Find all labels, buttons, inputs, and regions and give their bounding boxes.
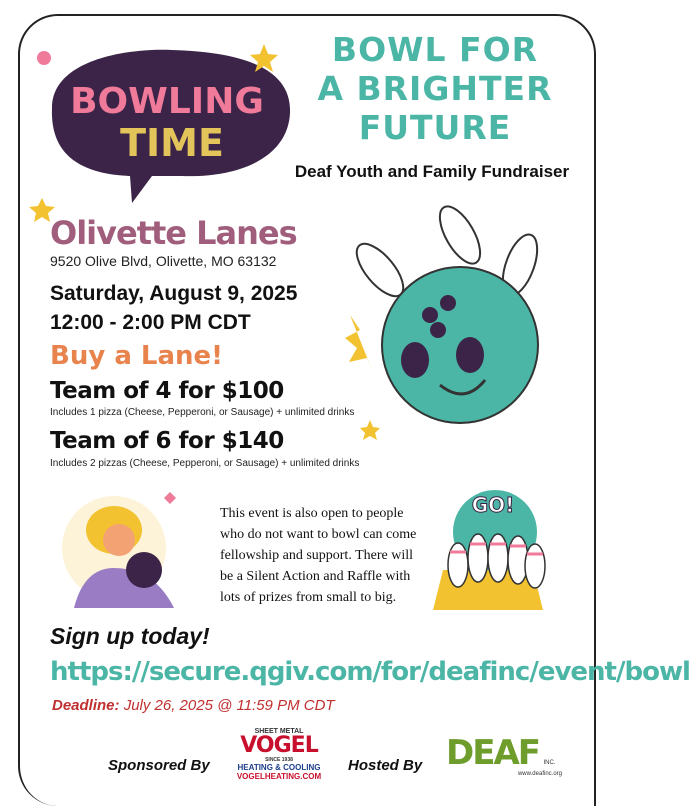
package-note: Includes 2 pizzas (Cheese, Pepperoni, or Sausage) + unlimited drinks [50, 458, 360, 469]
event-time: 12:00 - 2:00 PM CDT [50, 311, 251, 334]
signup-link[interactable]: https://secure.qgiv.com/for/deafinc/event/bowl [50, 657, 690, 687]
package-title: Team of 4 for $100 [50, 378, 284, 404]
buy-lane-heading: Buy a Lane! [50, 341, 224, 371]
package-title: Team of 6 for $140 [50, 428, 284, 454]
event-date: Saturday, August 9, 2025 [50, 282, 298, 305]
logo-line2: TIME [120, 121, 224, 165]
deadline-value: July 26, 2025 @ 11:59 PM CDT [123, 697, 335, 714]
package-note: Includes 1 pizza (Cheese, Pepperoni, or Sausage) + unlimited drinks [50, 407, 355, 418]
event-subtitle: Deaf Youth and Family Fundraiser [294, 162, 570, 181]
bowler-illustration [44, 478, 204, 618]
hosted-by-label: Hosted By [348, 757, 423, 774]
go-badge: GO! [471, 493, 515, 517]
go-pins-illustration [413, 480, 573, 620]
signup-heading: Sign up today! [50, 623, 210, 649]
deadline [52, 697, 335, 714]
venue-name: Olivette Lanes [50, 214, 297, 252]
bowling-time-logo [22, 38, 302, 208]
sponsored-by-label: Sponsored By [108, 757, 210, 774]
deadline-label: Deadline: [52, 697, 120, 714]
vogel-logo: SHEET METAL VOGEL SINCE 1938 HEATING & COOLING VOGELHEATING.COM [236, 728, 322, 781]
planet-icon [37, 51, 51, 65]
event-title: BOWL FOR A BRIGHTER FUTURE [317, 30, 553, 147]
logo-line1: BOWLING [70, 81, 264, 122]
event-description: This event is also open to people who do not want to bowl can come fellowship and support. There will be a Silent Action and Raffle with lots of prizes from small to big. [220, 506, 417, 605]
deaf-inc-logo: DEAF INC. www.deafinc.org [446, 733, 562, 777]
bowling-ball-illustration [320, 195, 570, 435]
venue-address: 9520 Olive Blvd, Olivette, MO 63132 [50, 253, 277, 269]
